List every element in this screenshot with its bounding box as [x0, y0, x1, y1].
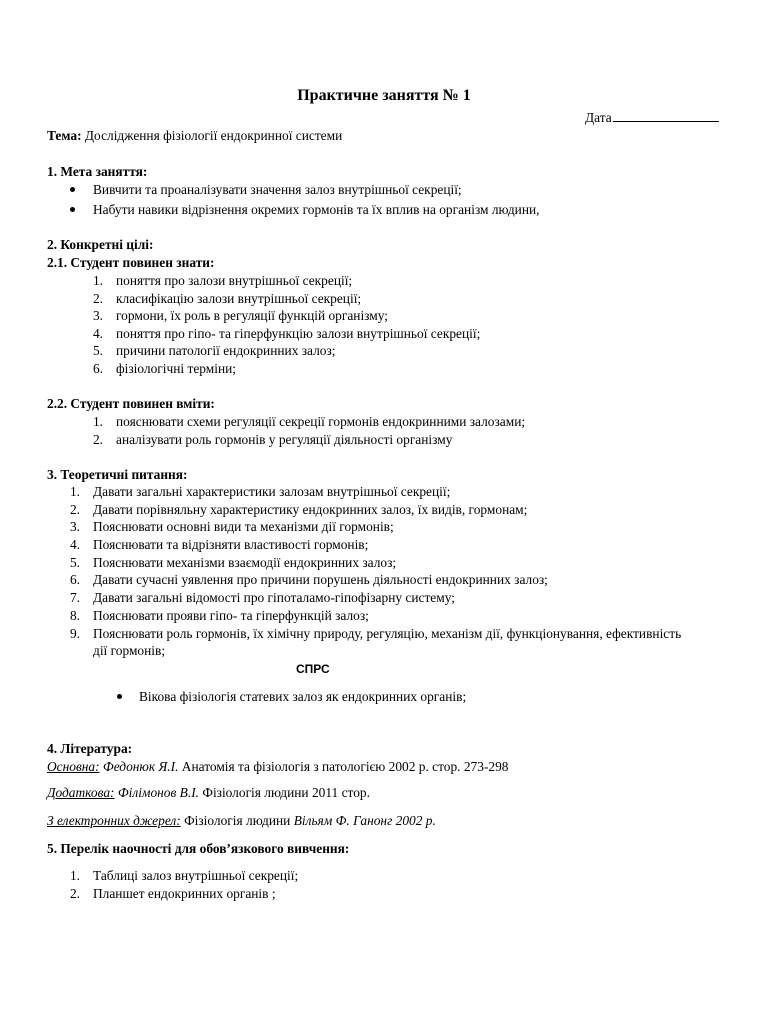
list-number: 4. — [92, 326, 103, 341]
know-heading: 2.1. Студент повинен знати: — [47, 255, 215, 270]
know-item: фізіологічні терміни; — [116, 361, 237, 376]
visuals-heading: 5. Перелік наочності для обов’язкового вивчення: — [47, 841, 350, 856]
list-number: 1. — [92, 273, 103, 288]
literature-electronic — [47, 812, 436, 830]
theory-item: Пояснювати основні види та механізми дії гормонів; — [93, 519, 394, 534]
bullet-icon — [70, 187, 75, 192]
date-label: Дата — [585, 110, 612, 125]
can-item: пояснювати схеми регуляції секреції гормонів ендокринними залозами; — [116, 414, 526, 429]
literature-extra — [47, 784, 370, 802]
list-number: 3. — [69, 519, 80, 534]
list-number: 8. — [69, 608, 80, 623]
goal-item: Вивчити та проаналізувати значення залоз внутрішньої секреції; — [93, 182, 462, 197]
literature-main-text: Анатомія та фізіологія з патологією 2002 р. стор. 273-298 — [181, 759, 509, 774]
list-number: 7. — [69, 590, 80, 605]
goal-heading: 1. Мета заняття: — [47, 164, 148, 179]
literature-extra-label: Додаткова: — [47, 785, 115, 800]
page-title: Практичне заняття № 1 — [297, 87, 471, 104]
theory-item: Давати сучасні уявлення про причини порушень діяльності ендокринних залоз; — [93, 572, 548, 587]
list-number: 6. — [69, 572, 80, 587]
list-number: 9. — [69, 626, 80, 641]
objectives-heading: 2. Конкретні цілі: — [47, 237, 154, 252]
list-number: 1. — [92, 414, 103, 429]
know-item: причини патології ендокринних залоз; — [116, 343, 336, 358]
visuals-item: Планшет ендокринних органів ; — [93, 886, 276, 901]
sprs-heading: СПРС — [296, 662, 330, 676]
literature-main-label: Основна: — [47, 759, 100, 774]
topic-label: Тема: — [47, 128, 82, 143]
list-number: 2. — [69, 886, 80, 901]
date-blank-line — [613, 108, 719, 122]
literature-extra-text: Фізіологія людини 2011 стор. — [202, 785, 370, 800]
theory-item: Давати загальні характеристики залозам внутрішньої секреції; — [93, 484, 451, 499]
literature-electronic-author: Вільям Ф. Ганонг 2002 р. — [293, 813, 436, 828]
topic-line — [47, 127, 342, 145]
can-item: аналізувати роль гормонів у регуляції діяльності організму — [116, 432, 453, 447]
theory-item: Пояснювати механізми взаємодії ендокринних залоз; — [93, 555, 397, 570]
theory-item: Пояснювати та відрізняти властивості гормонів; — [93, 537, 369, 552]
literature-electronic-label: З електронних джерел: — [47, 813, 181, 828]
list-number: 5. — [69, 555, 80, 570]
list-number: 2. — [69, 502, 80, 517]
list-number: 2. — [92, 432, 103, 447]
list-number: 1. — [69, 484, 80, 499]
list-number: 3. — [92, 308, 103, 323]
theory-item: Давати загальні відомості про гіпоталамо-гіпофізарну систему; — [93, 590, 455, 605]
theory-item: Давати порівняльну характеристику ендокринних залоз, їх видів, гормонам; — [93, 502, 528, 517]
sprs-item: Вікова фізіологія статевих залоз як ендокринних органів; — [139, 689, 467, 704]
know-item: поняття про гіпо- та гіперфункцію залози внутрішньої секреції; — [116, 326, 481, 341]
bullet-icon — [70, 207, 75, 212]
theory-item-continuation: дії гормонів; — [93, 643, 166, 658]
know-item: поняття про залози внутрішньої секреції; — [116, 273, 353, 288]
literature-extra-author: Філімонов В.І. — [117, 785, 199, 800]
know-item: гормони, їх роль в регуляції функцій організму; — [116, 308, 388, 323]
goal-item: Набути навики відрізнення окремих гормонів та їх вплив на організм людини, — [93, 202, 540, 217]
list-number: 1. — [69, 868, 80, 883]
topic-text: Дослідження фізіології ендокринної системи — [84, 128, 343, 143]
theory-item: Пояснювати прояви гіпо- та гіперфункцій залоз; — [93, 608, 369, 623]
list-number: 6. — [92, 361, 103, 376]
literature-main — [47, 758, 509, 776]
literature-heading: 4. Література: — [47, 741, 133, 756]
list-number: 5. — [92, 343, 103, 358]
list-number: 2. — [92, 291, 103, 306]
visuals-item: Таблиці залоз внутрішньої секреції; — [93, 868, 299, 883]
literature-electronic-text: Фізіологія людини — [184, 813, 291, 828]
theory-heading: 3. Теоретичні питання: — [47, 467, 188, 482]
theory-item: Пояснювати роль гормонів, їх хімічну природу, регуляцію, механізм дії, функціонування, ефективність — [93, 626, 682, 641]
date-field — [585, 108, 719, 127]
bullet-icon — [117, 694, 122, 699]
know-item: класифікацію залози внутрішньої секреції; — [116, 291, 362, 306]
list-number: 4. — [69, 537, 80, 552]
literature-main-author: Федонюк Я.І. — [102, 759, 179, 774]
can-heading: 2.2. Студент повинен вміти: — [47, 396, 215, 411]
